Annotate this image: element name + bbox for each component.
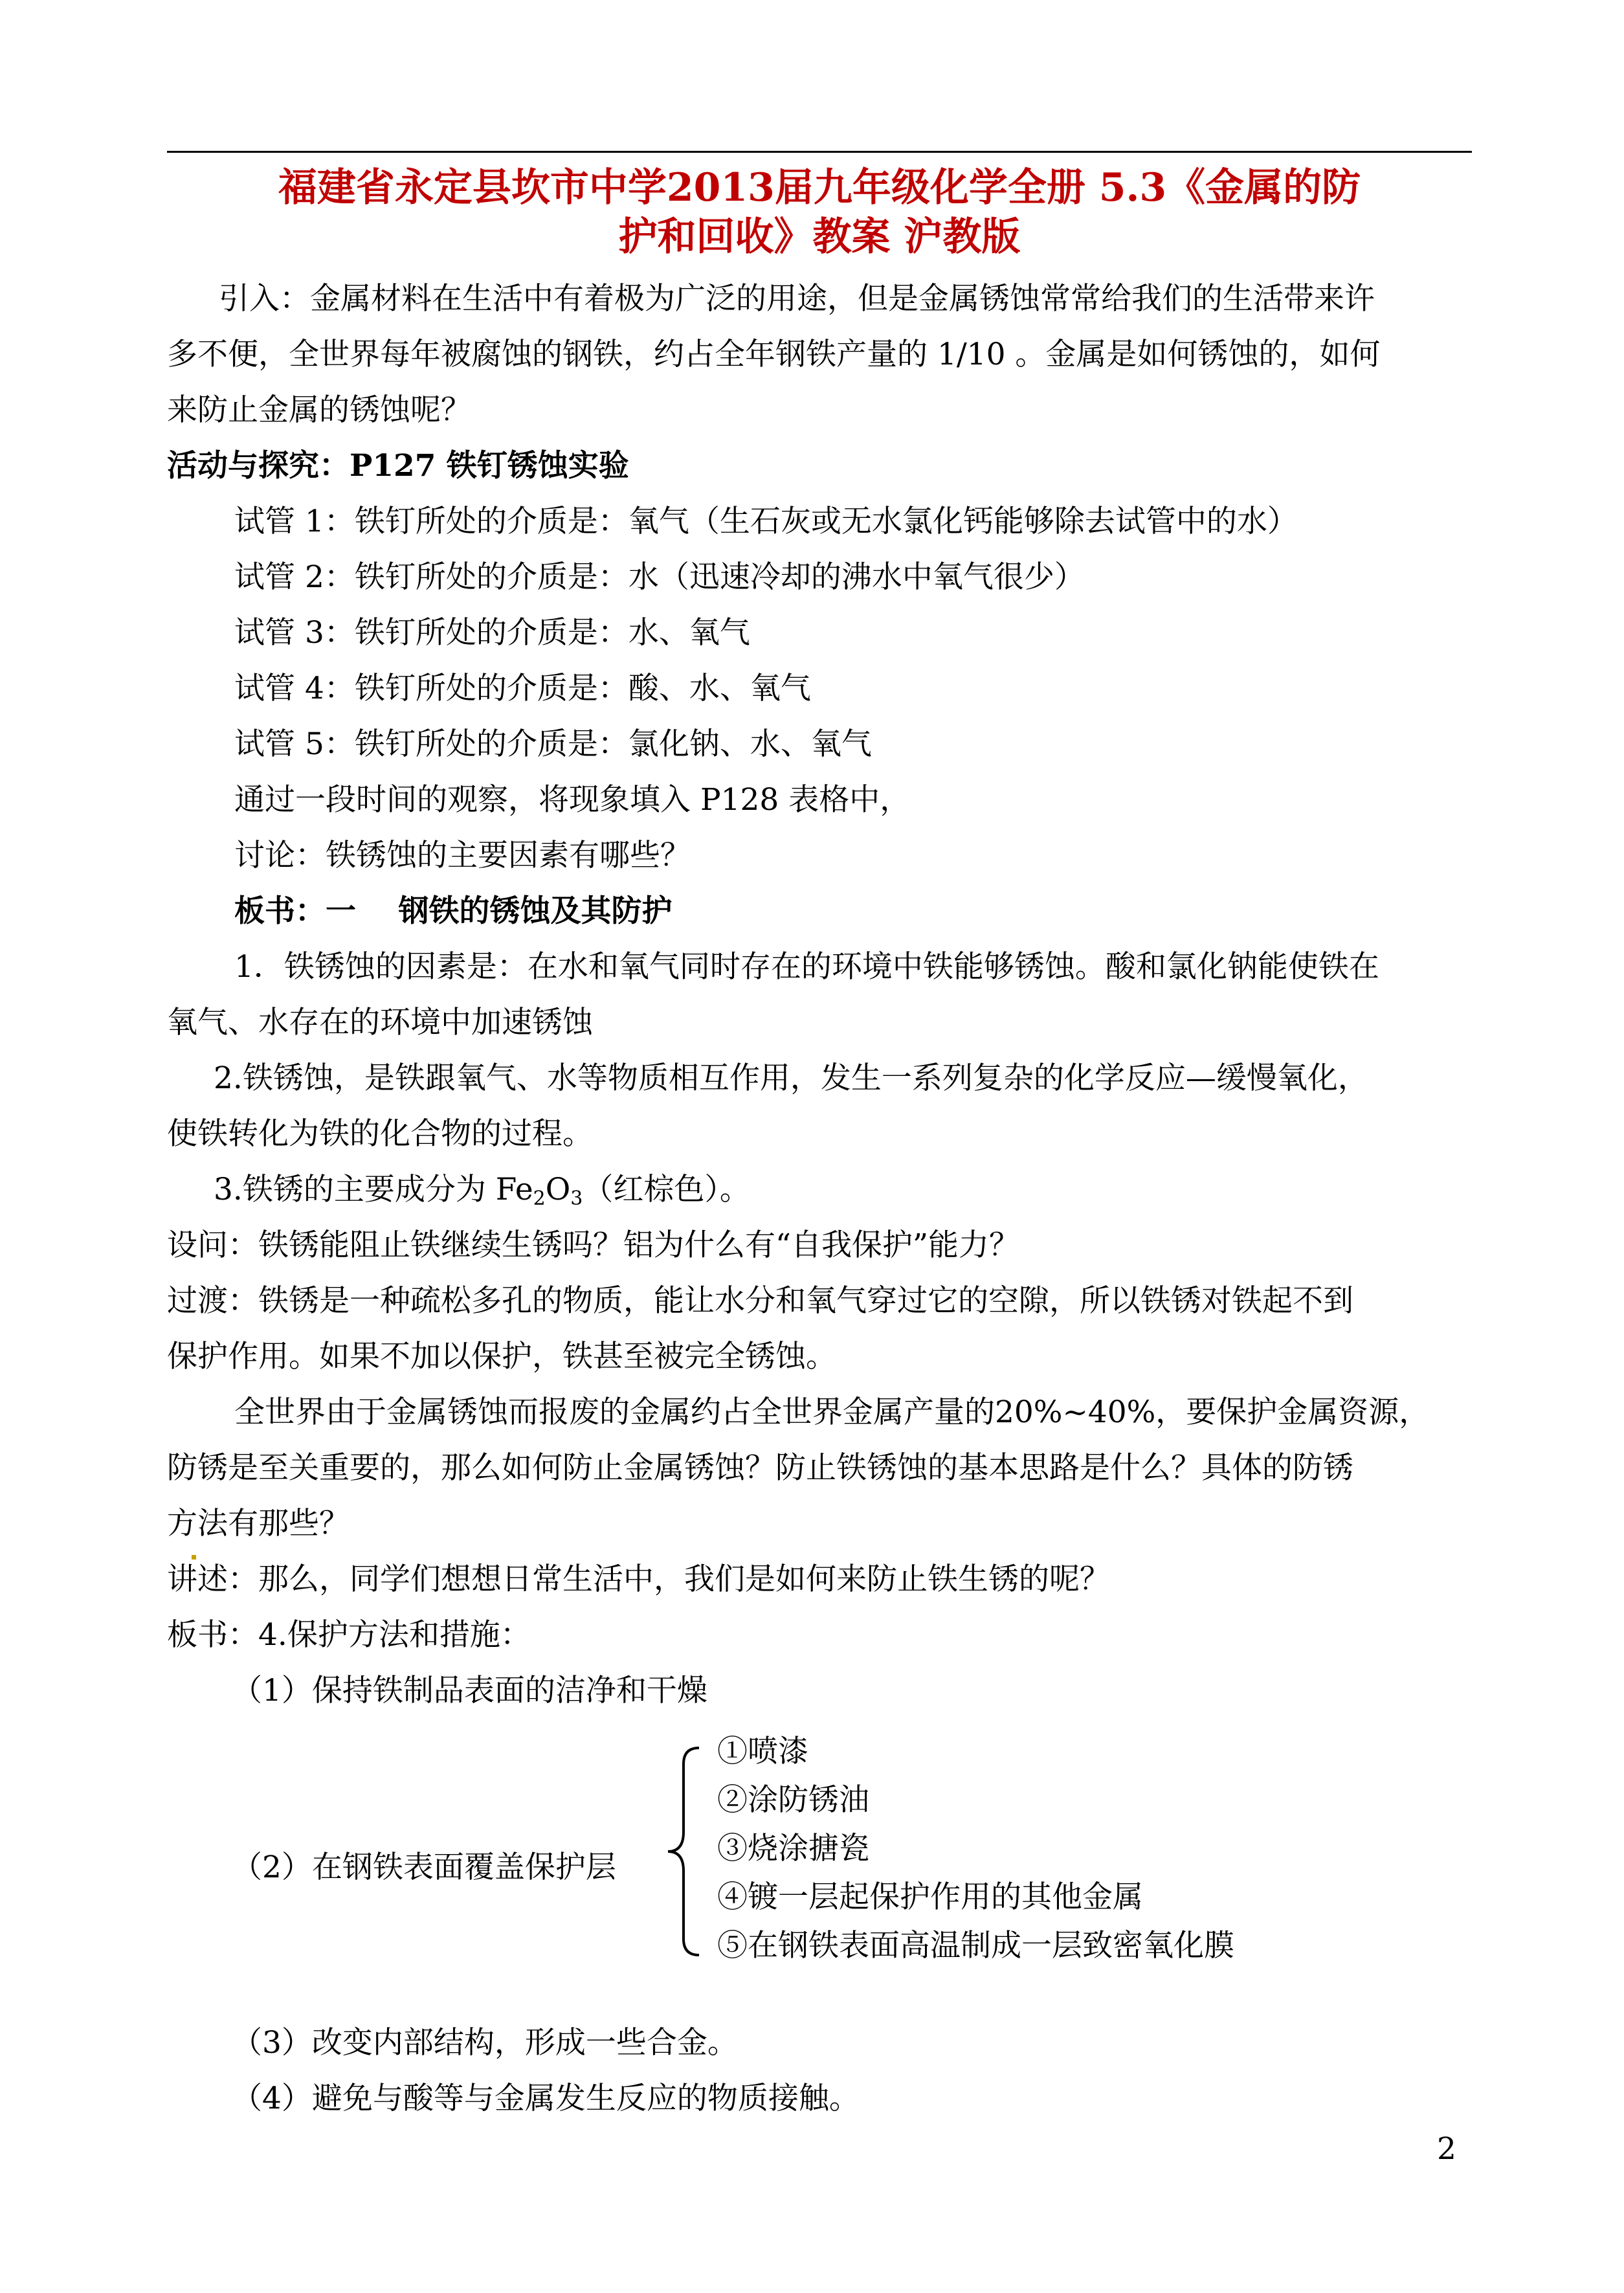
cover-method-4: ④镀一层起保护作用的其他金属 xyxy=(717,1879,1143,1915)
tube-4-line: 试管 4：铁钉所处的介质是：酸、水、氧气 xyxy=(234,671,811,706)
measure-4: （4）避免与酸等与金属发生反应的物质接触。 xyxy=(232,2081,860,2116)
activity-heading: 活动与探究：P127 铁钉锈蚀实验 xyxy=(167,448,629,484)
point-3-subscript-1: 2 xyxy=(533,1187,546,1210)
question-line: 设问：铁锈能阻止铁继续生锈吗？铝为什么有“自我保护”能力？ xyxy=(167,1227,1020,1263)
point-3-prefix: 3.铁锈的主要成分为 Fe xyxy=(214,1172,533,1207)
point-3-line xyxy=(214,1170,750,1209)
stray-mark xyxy=(192,1555,196,1560)
page-number: 2 xyxy=(1437,2131,1456,2167)
observe-line: 通过一段时间的观察，将现象填入 P128 表格中， xyxy=(234,782,911,818)
cover-method-3: ③烧涂搪瓷 xyxy=(717,1831,869,1866)
transition-line-2: 保护作用。如果不加以保护，铁甚至被完全锈蚀。 xyxy=(167,1339,836,1374)
cover-method-2: ②涂防锈油 xyxy=(717,1782,869,1818)
intro-line-1: 引入：金属材料在生活中有着极为广泛的用途，但是金属锈蚀常常给我们的生活带来许 xyxy=(219,281,1375,317)
measure-2: （2）在钢铁表面覆盖保护层 xyxy=(232,1850,616,1885)
left-brace-icon xyxy=(660,1745,712,1958)
point-1-line-1: 1．铁锈蚀的因素是：在水和氧气同时存在的环境中铁能够锈蚀。酸和氯化钠能使铁在 xyxy=(234,949,1379,985)
discuss-line: 讨论：铁锈蚀的主要因素有哪些？ xyxy=(234,838,691,873)
measure-1: （1）保持铁制品表面的洁净和干燥 xyxy=(232,1673,707,1708)
document-title-line-1: 福建省永定县坎市中学2013届九年级化学全册 5.3《金属的防 xyxy=(278,165,1361,210)
tube-5-line: 试管 5：铁钉所处的介质是：氯化钠、水、氧气 xyxy=(234,726,872,762)
board-heading-2: 板书：4.保护方法和措施： xyxy=(167,1617,531,1653)
point-1-line-2: 氧气、水存在的环境中加速锈蚀 xyxy=(167,1005,593,1040)
point-2-line-1: 2.铁锈蚀，是铁跟氧气、水等物质相互作用，发生一系列复杂的化学反应—缓慢氧化， xyxy=(214,1060,1368,1096)
measure-3: （3）改变内部结构，形成一些合金。 xyxy=(232,2025,738,2061)
tube-1-line: 试管 1：铁钉所处的介质是：氧气（生石灰或无水氯化钙能够除去试管中的水） xyxy=(234,504,1298,539)
narrate-line: 讲述：那么，同学们想想日常生活中，我们是如何来防止铁生锈的呢？ xyxy=(167,1561,1110,1597)
world-line-3: 方法有那些？ xyxy=(167,1506,350,1541)
point-3-oxygen: O xyxy=(545,1172,571,1207)
point-3-suffix: （红棕色）。 xyxy=(583,1172,750,1207)
cover-method-5: ⑤在钢铁表面高温制成一层致密氧化膜 xyxy=(717,1928,1234,1963)
intro-line-2: 多不便，全世界每年被腐蚀的钢铁，约占全年钢铁产量的 1/10 。金属是如何锈蚀的，如何 xyxy=(167,337,1381,372)
intro-line-3: 来防止金属的锈蚀呢？ xyxy=(167,392,471,428)
board-heading-1: 板书：一 钢铁的锈蚀及其防护 xyxy=(234,893,673,929)
point-3-subscript-2: 3 xyxy=(570,1187,583,1210)
world-line-1: 全世界由于金属锈蚀而报废的金属约占全世界金属产量的20%~40%，要保护金属资源， xyxy=(234,1394,1430,1430)
transition-line-1: 过渡：铁锈是一种疏松多孔的物质，能让水分和氧气穿过它的空隙，所以铁锈对铁起不到 xyxy=(167,1283,1353,1319)
cover-method-1: ①喷漆 xyxy=(717,1734,808,1769)
tube-2-line: 试管 2：铁钉所处的介质是：水（迅速冷却的沸水中氧气很少） xyxy=(234,559,1085,595)
world-line-2: 防锈是至关重要的，那么如何防止金属锈蚀？防止铁锈蚀的基本思路是什么？具体的防锈 xyxy=(167,1450,1353,1486)
document-title-line-2: 护和回收》教案 沪教版 xyxy=(618,214,1021,260)
point-2-line-2: 使铁转化为铁的化合物的过程。 xyxy=(167,1116,593,1152)
header-rule xyxy=(167,151,1472,153)
tube-3-line: 试管 3：铁钉所处的介质是：水、氧气 xyxy=(234,615,750,651)
